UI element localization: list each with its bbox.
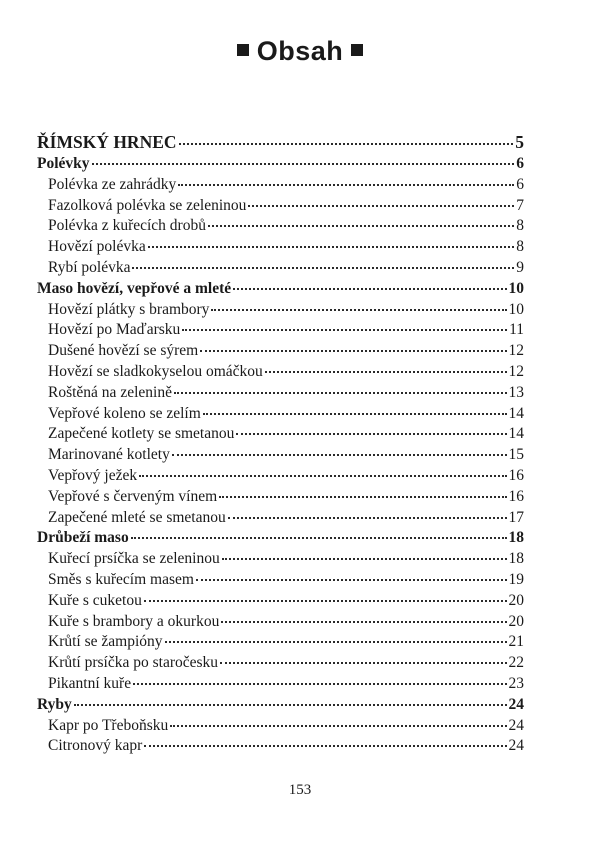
toc-entry-label: Vepřové s červeným vínem bbox=[48, 487, 218, 505]
dot-leader bbox=[228, 517, 507, 519]
toc-entry-label: Maso hovězí, vepřové a mleté bbox=[37, 279, 232, 297]
dot-leader bbox=[182, 329, 507, 331]
toc-entry-page: 6 bbox=[516, 155, 524, 172]
toc-entry-label: Dušené hovězí se sýrem bbox=[48, 342, 199, 360]
dot-leader bbox=[178, 184, 514, 186]
toc-item-row bbox=[37, 549, 524, 570]
toc-item-row bbox=[37, 508, 524, 529]
toc-entry-page: 20 bbox=[508, 591, 524, 609]
toc-item-row bbox=[37, 674, 524, 695]
toc-entry-page: 24 bbox=[508, 737, 524, 755]
toc-entry-label: Vepřové koleno se zelím bbox=[48, 404, 201, 422]
toc-entry-label: Pikantní kuře bbox=[48, 674, 132, 692]
toc-entry-page: 11 bbox=[509, 321, 524, 339]
toc-section-row bbox=[37, 528, 524, 549]
toc-entry-page: 10 bbox=[508, 279, 524, 297]
dot-leader bbox=[131, 537, 507, 539]
toc-entry-label: Kuře s brambory a okurkou bbox=[48, 612, 220, 630]
dot-leader bbox=[172, 454, 507, 456]
dot-leader bbox=[179, 143, 514, 145]
toc-entry-label: Zapečené mleté se smetanou bbox=[48, 508, 226, 526]
toc-entry-label: Hovězí se sladkokyselou omáčkou bbox=[48, 362, 263, 380]
toc-entry-label: Polévka ze zahrádky bbox=[48, 175, 177, 193]
toc-item-row bbox=[37, 736, 524, 757]
toc-entry-label: Kapr po Třeboňsku bbox=[48, 716, 169, 734]
toc-entry-page: 9 bbox=[516, 258, 524, 276]
dot-leader bbox=[219, 496, 506, 498]
toc-entry-label: Ryby bbox=[37, 695, 72, 713]
dot-leader bbox=[144, 600, 507, 602]
toc-entry-page: 18 bbox=[508, 529, 524, 547]
toc-item-row bbox=[37, 716, 524, 737]
toc-entry-page: 24 bbox=[508, 695, 524, 713]
toc-item-row bbox=[37, 653, 524, 674]
toc-entry-label: Citronový kapr bbox=[48, 737, 143, 755]
toc-entry-page: 8 bbox=[516, 217, 524, 235]
square-bullet-icon bbox=[351, 44, 363, 56]
toc-item-row bbox=[37, 341, 524, 362]
dot-leader bbox=[220, 662, 506, 664]
dot-leader bbox=[174, 392, 507, 394]
dot-leader bbox=[233, 288, 506, 290]
page-title-text: Obsah bbox=[256, 36, 344, 66]
square-bullet-icon bbox=[237, 44, 249, 56]
dot-leader bbox=[196, 579, 507, 581]
toc-entry-page: 12 bbox=[508, 342, 524, 360]
toc-entry-page: 5 bbox=[515, 132, 524, 152]
dot-leader bbox=[200, 350, 506, 352]
toc-item-row bbox=[37, 612, 524, 633]
toc-entry-page: 23 bbox=[508, 674, 524, 692]
toc-entry-page: 14 bbox=[508, 425, 524, 443]
dot-leader bbox=[170, 725, 506, 727]
toc-section-row bbox=[37, 695, 524, 716]
toc-entry-page: 12 bbox=[508, 362, 524, 380]
toc-entry-label: Kuřecí prsíčka se zeleninou bbox=[48, 550, 220, 568]
dot-leader bbox=[203, 413, 507, 415]
toc-entry-label: Hovězí plátky s brambory bbox=[48, 300, 210, 318]
toc-entry-page: 8 bbox=[516, 238, 524, 256]
dot-leader bbox=[74, 704, 507, 706]
dot-leader bbox=[92, 163, 515, 165]
toc-section-row bbox=[37, 279, 524, 300]
toc-item-row bbox=[37, 258, 524, 279]
toc-item-row bbox=[37, 196, 524, 217]
dot-leader bbox=[265, 371, 507, 373]
toc-entry-page: 22 bbox=[508, 654, 524, 672]
dot-leader bbox=[139, 475, 506, 477]
toc-entry-page: 7 bbox=[516, 196, 524, 214]
toc-entry-label: Polévka z kuřecích drobů bbox=[48, 217, 206, 235]
toc-entry-label: Kuře s cuketou bbox=[48, 591, 142, 609]
dot-leader bbox=[211, 309, 506, 311]
toc-entry-page: 18 bbox=[508, 550, 524, 568]
toc-item-row bbox=[37, 383, 524, 404]
toc-part-row bbox=[37, 131, 524, 154]
toc-entry-label: Marinované kotlety bbox=[48, 446, 170, 464]
toc-item-row bbox=[37, 487, 524, 508]
dot-leader bbox=[144, 745, 506, 747]
toc-entry-label: Drůbeží maso bbox=[37, 529, 129, 547]
toc-item-row bbox=[37, 445, 524, 466]
toc-entry-label: Zapečené kotlety se smetanou bbox=[48, 425, 235, 443]
toc-item-row bbox=[37, 237, 524, 258]
toc-item-row bbox=[37, 175, 524, 196]
toc-entry-page: 16 bbox=[508, 487, 524, 505]
toc-entry-label: Polévky bbox=[37, 155, 90, 172]
toc-item-row bbox=[37, 424, 524, 445]
toc-entry-label: Rybí polévka bbox=[48, 258, 131, 276]
dot-leader bbox=[148, 246, 515, 248]
toc-entry-label: Hovězí po Maďarsku bbox=[48, 321, 181, 339]
toc-entry-page: 16 bbox=[508, 466, 524, 484]
toc-entry-label: Roštěná na zelenině bbox=[48, 383, 172, 401]
toc-item-row bbox=[37, 591, 524, 612]
toc-entry-label: Krůtí prsíčka po staročesku bbox=[48, 654, 219, 672]
toc-item-row bbox=[37, 404, 524, 425]
dot-leader bbox=[208, 225, 514, 227]
toc-item-row bbox=[37, 362, 524, 383]
toc-entry-label: Krůtí se žampióny bbox=[48, 633, 163, 651]
toc-entry-page: 13 bbox=[508, 383, 524, 401]
dot-leader bbox=[133, 683, 506, 685]
toc-entry-label: Hovězí polévka bbox=[48, 238, 146, 256]
toc-entry-page: 24 bbox=[508, 716, 524, 734]
dot-leader bbox=[248, 205, 514, 207]
toc-entry-page: 15 bbox=[508, 446, 524, 464]
toc-entry-page: 21 bbox=[508, 633, 524, 651]
toc-item-row bbox=[37, 300, 524, 321]
dot-leader bbox=[236, 433, 506, 435]
toc-item-row bbox=[37, 216, 524, 237]
dot-leader bbox=[132, 267, 514, 269]
toc-entry-page: 20 bbox=[508, 612, 524, 630]
toc-entry-page: 19 bbox=[508, 570, 524, 588]
toc-entry-page: 14 bbox=[508, 404, 524, 422]
dot-leader bbox=[222, 558, 507, 560]
toc-entry-page: 6 bbox=[516, 175, 524, 193]
toc-entry-label: Fazolková polévka se zeleninou bbox=[48, 196, 247, 214]
table-of-contents bbox=[37, 131, 524, 757]
toc-item-row bbox=[37, 632, 524, 653]
page-number: 153 bbox=[288, 782, 312, 798]
toc-entry-page: 17 bbox=[508, 508, 524, 526]
dot-leader bbox=[165, 641, 507, 643]
dot-leader bbox=[221, 621, 506, 623]
toc-item-row bbox=[37, 466, 524, 487]
toc-item-row bbox=[37, 570, 524, 591]
toc-entry-label: Vepřový ježek bbox=[48, 466, 138, 484]
toc-entry-label: ŘÍMSKÝ HRNEC bbox=[37, 132, 177, 152]
toc-section-row bbox=[37, 154, 524, 175]
page-title bbox=[0, 36, 600, 67]
toc-item-row bbox=[37, 320, 524, 341]
toc-entry-page: 10 bbox=[508, 300, 524, 318]
toc-entry-label: Směs s kuřecím masem bbox=[48, 570, 194, 588]
